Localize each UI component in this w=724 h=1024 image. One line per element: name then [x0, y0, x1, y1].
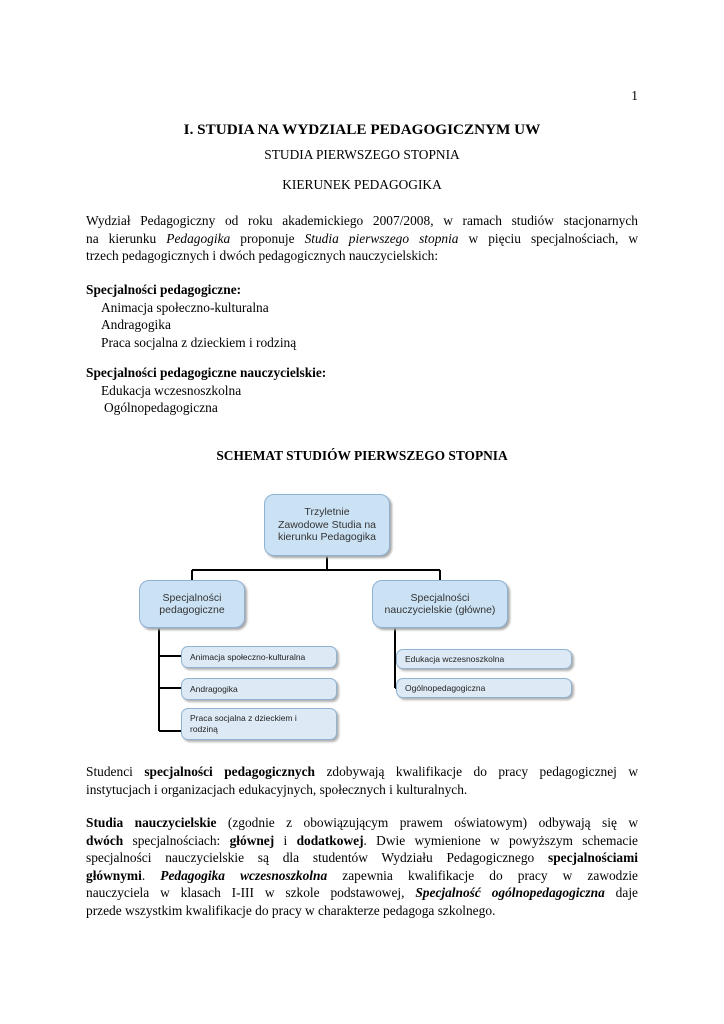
emphasis: głównymi — [86, 867, 142, 883]
teaching-node-line: Specjalności — [410, 591, 470, 604]
study-schema-diagram — [135, 492, 575, 742]
text: Studenci — [86, 764, 145, 779]
intro-text: w pięciu specjalnościach, w — [458, 230, 639, 246]
intro-text: na kierunku — [86, 230, 167, 246]
root-node-line: Trzyletnie — [304, 506, 350, 519]
page-number: 1 — [631, 88, 638, 103]
teaching-specialties — [86, 364, 638, 417]
text: nauczyciela w klasach I-III w szkole podstawowej, — [86, 885, 416, 901]
specialty-item: Animacja społeczno-kulturalna — [101, 299, 269, 315]
pedagogical-node-line: pedagogiczne — [159, 604, 225, 616]
leaf-label: Edukacja wczesnoszkolna — [405, 653, 505, 664]
paragraph-line: instytucjach i organizacjach edukacyjnych, społecznych i kulturalnych. — [86, 781, 468, 797]
intro-line-1: Wydział Pedagogiczny od roku akademickiego 2007/2008, w ramach studiów stacjonarnych — [86, 213, 638, 228]
schema-title: SCHEMAT STUDIÓW PIERWSZEGO STOPNIA — [216, 448, 508, 463]
leaf-edukacja-wczesnoszkolna — [396, 649, 572, 669]
text: zapewnia kwalifikacje do pracy w zawodzie — [327, 867, 638, 883]
intro-major-name: Pedagogika — [166, 230, 231, 246]
emphasis: specjalnościami — [547, 850, 638, 866]
teaching-node-line: nauczycielskie (główne) — [384, 604, 496, 616]
text: zdobywają kwalifikacje do pracy pedagogicznej w — [314, 764, 639, 779]
leaf-praca-socjalna — [181, 708, 337, 740]
subtitle-degree: STUDIA PIERWSZEGO STOPNIA — [264, 147, 460, 162]
pedagogical-node-line: Specjalności — [162, 591, 222, 604]
emphasis: Studia nauczycielskie — [86, 815, 217, 830]
pedagogical-node-box — [139, 580, 245, 628]
subtitle-major: KIERUNEK PEDAGOGIKA — [282, 177, 442, 192]
leaf-label: Andragogika — [190, 683, 238, 694]
text: . — [141, 867, 161, 883]
emphasis: głównej — [229, 832, 275, 848]
text: . Dwie wymienione w powyższym schemacie — [363, 832, 638, 848]
leaf-andragogika — [181, 678, 337, 700]
root-node-box — [264, 494, 390, 556]
specialty-item: Praca socjalna z dzieckiem i rodziną — [101, 334, 297, 350]
paragraph-line — [86, 814, 638, 832]
emphasis: specjalności pedagogicznych — [144, 764, 315, 779]
paragraph-line — [86, 763, 638, 781]
root-node-line: kierunku Pedagogika — [277, 531, 377, 544]
leaf-label: Praca socjalna z dzieckiem i — [190, 713, 297, 723]
paragraph-line — [86, 884, 638, 902]
emphasis: dwóch — [86, 832, 124, 848]
text: i — [274, 832, 297, 848]
paragraph-line — [86, 867, 638, 885]
specialty-item: Andragogika — [101, 317, 171, 333]
pedagogical-specialties-heading: Specjalności pedagogiczne: — [86, 282, 242, 297]
paragraph-line — [86, 832, 638, 850]
text: (zgodnie z obowiązującym prawem oświatowym) odbywają się w — [216, 815, 639, 830]
leaf-label: rodziną — [190, 724, 218, 734]
intro-line-2 — [86, 230, 638, 248]
pedagogical-specialties — [86, 281, 638, 351]
emphasis: dodatkowej — [296, 832, 364, 848]
teaching-node-box — [372, 580, 508, 628]
leaf-label: Animacja społeczno-kulturalna — [190, 651, 306, 662]
emphasis-italic: Specjalność ogólnopedagogiczna — [415, 885, 605, 901]
leaf-ogolnopedagogiczna — [396, 678, 572, 698]
leaf-animacja — [181, 646, 337, 668]
intro-line-3: trzech pedagogicznych i dwóch pedagogicznych nauczycielskich: — [86, 248, 439, 264]
teaching-specialties-heading: Specjalności pedagogiczne nauczycielskie: — [86, 365, 327, 380]
specialty-item: Edukacja wczesnoszkolna — [101, 382, 242, 398]
text: daje — [604, 885, 638, 901]
intro-paragraph — [86, 212, 638, 265]
text: specjalności nauczycielskie są dla studentów Wydziału Pedagogicznego — [86, 850, 548, 866]
paragraph-line: przede wszystkim kwalifikacje do pracy w charakterze pedagoga szkolnego. — [86, 902, 496, 918]
page-title: I. STUDIA NA WYDZIALE PEDAGOGICZNYM UW — [183, 121, 541, 138]
text: specjalnościach: — [123, 832, 230, 848]
emphasis-italic: Pedagogika wczesnoszkolna — [160, 867, 328, 883]
intro-degree-name: Studia pierwszego stopnia — [304, 230, 459, 246]
teaching-studies-paragraph — [86, 814, 638, 920]
paragraph-line — [86, 849, 638, 867]
pedagogical-students-paragraph — [86, 763, 638, 798]
specialty-item: Ogólnopedagogiczna — [104, 400, 218, 416]
leaf-label: Ogólnopedagogiczna — [405, 682, 486, 693]
root-node-line: Zawodowe Studia na — [277, 518, 377, 531]
intro-text: proponuje — [230, 230, 305, 246]
